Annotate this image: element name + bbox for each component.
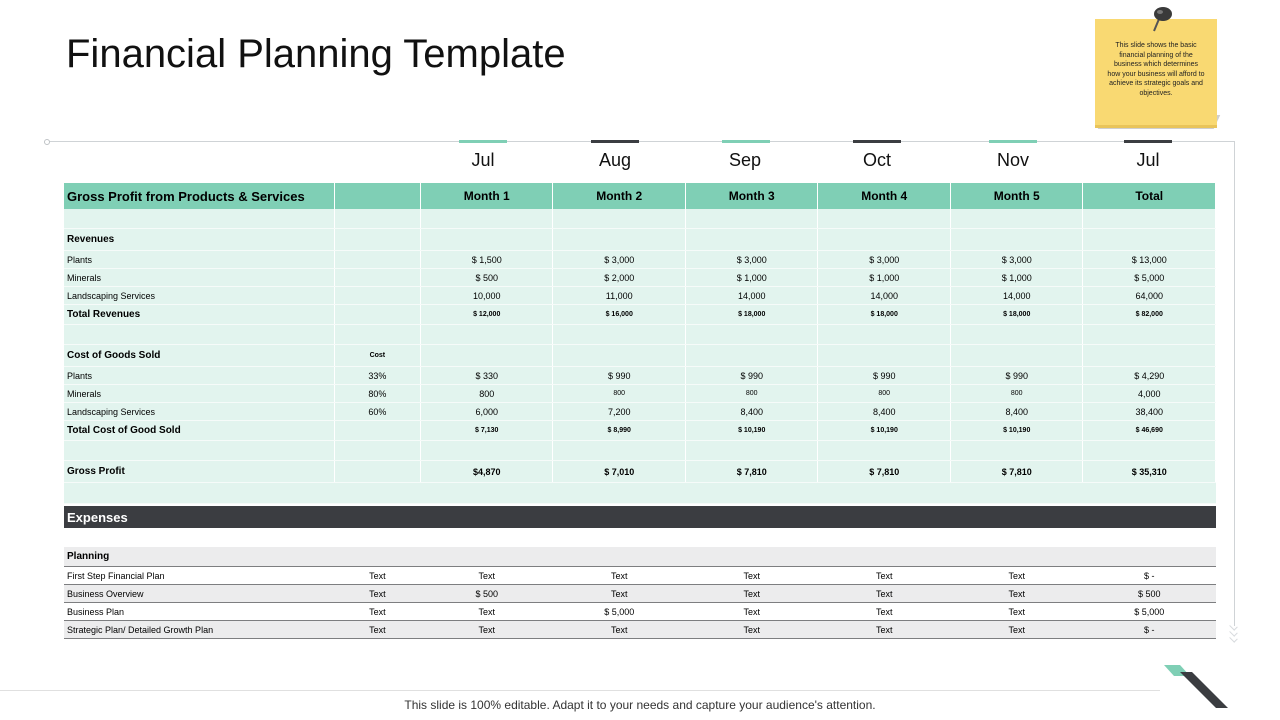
cell: $ 500 [1083, 585, 1216, 603]
cell: $ 500 [420, 585, 553, 603]
cell: $ 10,190 [818, 421, 951, 441]
frame-corner-dot [44, 139, 50, 145]
cell: 7,200 [553, 403, 686, 421]
cell: $ 7,810 [950, 461, 1083, 483]
cell: Text [420, 567, 553, 585]
month-marker-1 [459, 140, 507, 143]
cell: 8,400 [950, 403, 1083, 421]
chevrons-icon [1229, 624, 1238, 642]
cell: $ 990 [553, 367, 686, 385]
cell: $ 1,000 [818, 269, 951, 287]
table-row [64, 567, 1216, 585]
cell: $ 1,500 [420, 251, 553, 269]
cell: $4,870 [420, 461, 553, 483]
spacer-row [64, 441, 1216, 461]
total-cogs-row [64, 421, 1216, 441]
table-header-row [64, 183, 1216, 209]
cell: $ 46,690 [1083, 421, 1216, 441]
cell: $ 1,000 [685, 269, 818, 287]
cell: $ 5,000 [553, 603, 686, 621]
expenses-title: Expenses [64, 506, 1216, 528]
cell: Text [818, 585, 951, 603]
financial-table [64, 183, 1216, 639]
table-row [64, 403, 1216, 421]
cell: Text [334, 567, 420, 585]
cell: 8,400 [685, 403, 818, 421]
cell: Text [334, 603, 420, 621]
cost-header: Cost [334, 345, 420, 367]
cell: $ 1,000 [950, 269, 1083, 287]
cogs-section-row [64, 345, 1216, 367]
planning-title: Planning [64, 547, 1216, 567]
cost-cell: 60% [334, 403, 420, 421]
month-marker-2 [591, 140, 639, 143]
cell: $ 330 [420, 367, 553, 385]
cell: 800 [950, 385, 1083, 403]
row-label: First Step Financial Plan [64, 567, 334, 585]
cell: $ 35,310 [1083, 461, 1216, 483]
month-name-2: Aug [598, 150, 632, 170]
cell: Text [818, 567, 951, 585]
table-row [64, 287, 1216, 305]
cell: $ 3,000 [950, 251, 1083, 269]
row-label: Total Cost of Good Sold [64, 421, 334, 441]
cell: Text [685, 585, 818, 603]
cell: Text [420, 621, 553, 639]
cell: 800 [420, 385, 553, 403]
cell: $ 18,000 [950, 305, 1083, 325]
cell: $ - [1083, 621, 1216, 639]
table-row [64, 603, 1216, 621]
month-name-1: Jul [471, 150, 495, 170]
header-month-3: Month 3 [685, 183, 818, 209]
month-marker-5 [989, 140, 1037, 143]
cell: Text [950, 621, 1083, 639]
revenues-section-row [64, 229, 1216, 251]
cell: $ 7,810 [685, 461, 818, 483]
cell: $ 3,000 [553, 251, 686, 269]
cell: Text [685, 603, 818, 621]
row-label: Total Revenues [64, 305, 334, 325]
pushpin-icon [1150, 4, 1176, 34]
cell: 800 [685, 385, 818, 403]
note-text: This slide shows the basic financial planning of the business which determines how your business will afford to achieve its strategic goals and objectives. [1107, 42, 1205, 97]
cell: $ 990 [950, 367, 1083, 385]
cell: Text [553, 585, 686, 603]
cell: $ 7,810 [818, 461, 951, 483]
cell: $ 5,000 [1083, 269, 1216, 287]
cell: Text [420, 603, 553, 621]
table-row [64, 585, 1216, 603]
cost-cell: 80% [334, 385, 420, 403]
cell: $ 8,990 [553, 421, 686, 441]
footer-divider [0, 690, 1160, 691]
spacer-row [64, 483, 1216, 504]
row-label: Business Plan [64, 603, 334, 621]
gap-row [64, 528, 1216, 547]
cell: $ 12,000 [420, 305, 553, 325]
month-name-4: Oct [862, 150, 891, 170]
cell: Text [553, 621, 686, 639]
table-row [64, 251, 1216, 269]
cell: 14,000 [685, 287, 818, 305]
total-revenues-row [64, 305, 1216, 325]
cell: Text [950, 603, 1083, 621]
row-label: Minerals [64, 269, 334, 287]
page-title: Financial Planning Template [66, 32, 566, 76]
row-label: Landscaping Services [64, 287, 334, 305]
cell: 800 [818, 385, 951, 403]
cell: Text [950, 567, 1083, 585]
cell: Text [818, 621, 951, 639]
header-cell-empty [334, 183, 420, 209]
month-name-5: Nov [996, 150, 1029, 170]
cogs-title: Cost of Goods Sold [64, 345, 334, 367]
header-month-4: Month 4 [818, 183, 951, 209]
table-row [64, 385, 1216, 403]
cell: Text [950, 585, 1083, 603]
planning-header-row [64, 547, 1216, 567]
cell: 8,400 [818, 403, 951, 421]
cell: $ 7,010 [553, 461, 686, 483]
cell: $ 10,190 [950, 421, 1083, 441]
month-marker-6 [1124, 140, 1172, 143]
cell: $ - [1083, 567, 1216, 585]
spacer-row [64, 209, 1216, 229]
cell: 14,000 [818, 287, 951, 305]
row-label: Gross Profit [64, 461, 334, 483]
expenses-header-row [64, 506, 1216, 528]
gross-profit-row [64, 461, 1216, 483]
cell: $ 10,190 [685, 421, 818, 441]
row-label: Business Overview [64, 585, 334, 603]
row-label: Plants [64, 367, 334, 385]
header-month-1: Month 1 [420, 183, 553, 209]
header-month-5: Month 5 [950, 183, 1083, 209]
cell: Text [685, 621, 818, 639]
cell: 64,000 [1083, 287, 1216, 305]
cell: $ 500 [420, 269, 553, 287]
row-label: Plants [64, 251, 334, 269]
cell: $ 18,000 [818, 305, 951, 325]
cell: $ 16,000 [553, 305, 686, 325]
sticky-note [1095, 19, 1219, 131]
cell: $ 3,000 [685, 251, 818, 269]
header-total: Total [1083, 183, 1216, 209]
table-row [64, 367, 1216, 385]
revenues-title: Revenues [64, 229, 334, 251]
cell: 4,000 [1083, 385, 1216, 403]
header-label: Gross Profit from Products & Services [64, 183, 334, 209]
footer-text: This slide is 100% editable. Adapt it to your needs and capture your audience's attention. [404, 698, 876, 712]
month-name-6: Jul [1136, 150, 1160, 170]
month-marker-3 [722, 140, 770, 143]
cell: $ 7,130 [420, 421, 553, 441]
cell: Text [334, 621, 420, 639]
month-name-3: Sep [728, 150, 762, 170]
cell: 38,400 [1083, 403, 1216, 421]
month-marker-4 [853, 140, 901, 143]
cell: $ 18,000 [685, 305, 818, 325]
cell: $ 5,000 [1083, 603, 1216, 621]
cell: 6,000 [420, 403, 553, 421]
row-label: Strategic Plan/ Detailed Growth Plan [64, 621, 334, 639]
row-label: Minerals [64, 385, 334, 403]
cell: Text [553, 567, 686, 585]
table-row [64, 269, 1216, 287]
cell: $ 82,000 [1083, 305, 1216, 325]
corner-logo-icon [1160, 660, 1232, 710]
cell: $ 13,000 [1083, 251, 1216, 269]
row-label: Landscaping Services [64, 403, 334, 421]
cell: 14,000 [950, 287, 1083, 305]
cell: Text [685, 567, 818, 585]
header-month-2: Month 2 [553, 183, 686, 209]
cell: Text [334, 585, 420, 603]
cell: $ 3,000 [818, 251, 951, 269]
cell: $ 4,290 [1083, 367, 1216, 385]
cell: Text [818, 603, 951, 621]
cell: $ 2,000 [553, 269, 686, 287]
cell: $ 990 [685, 367, 818, 385]
cost-cell: 33% [334, 367, 420, 385]
cell: $ 990 [818, 367, 951, 385]
spacer-row [64, 325, 1216, 345]
cell: 800 [553, 385, 686, 403]
cell: 10,000 [420, 287, 553, 305]
table-row [64, 621, 1216, 639]
cell: 11,000 [553, 287, 686, 305]
